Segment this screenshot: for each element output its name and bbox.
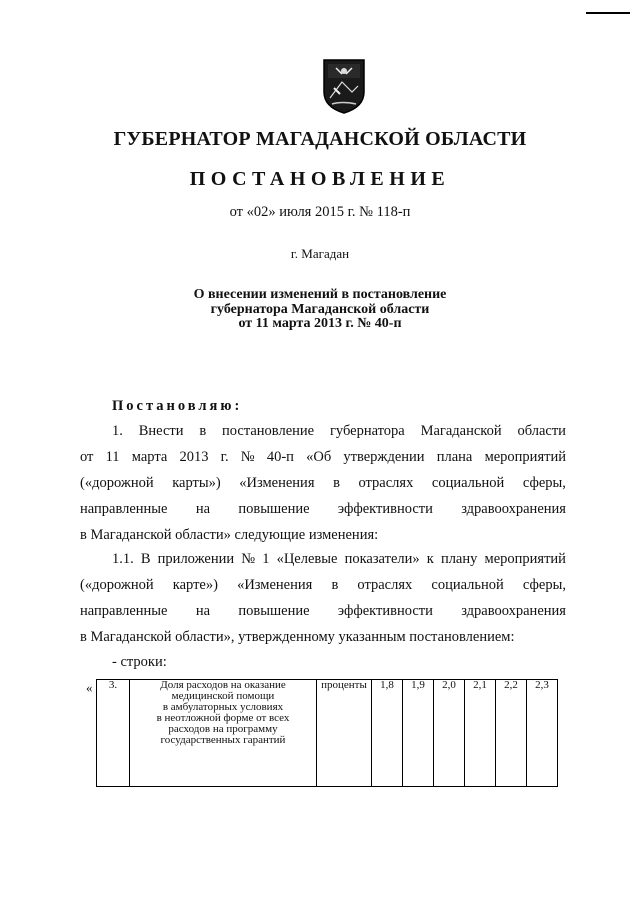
paragraph-1 (80, 418, 566, 548)
paragraph-line (80, 546, 566, 572)
word: повышение (238, 501, 310, 517)
indicator-name-line: расходов на программу (168, 723, 278, 735)
corner-mark (586, 12, 630, 14)
word: области (517, 423, 566, 439)
word: «Изменения (237, 577, 313, 593)
word: «Об (306, 449, 332, 465)
paragraph-line (80, 418, 566, 444)
value-cell: 1,8 (372, 680, 403, 787)
word: г. (220, 449, 229, 465)
word: социальной (431, 577, 504, 593)
word: плану (440, 551, 478, 567)
value-cell: 2,1 (465, 680, 496, 787)
word: В (140, 551, 151, 567)
word: плана (436, 449, 473, 465)
document-city: г. Магадан (290, 246, 350, 261)
word: в (333, 475, 340, 491)
word: карты») (172, 475, 221, 491)
paragraph-line (80, 598, 566, 624)
value-cell: 2,3 (527, 680, 558, 787)
value-cell: 2,2 (496, 680, 527, 787)
paragraph-1-1 (80, 546, 566, 650)
word: Внести (138, 423, 184, 439)
unit-cell: проценты (317, 680, 372, 787)
subject-line: О внесении изменений в постановление (193, 287, 447, 302)
value-cell: 2,0 (434, 680, 465, 787)
word: утверждении (343, 449, 425, 465)
paragraph-line (80, 572, 566, 598)
word: 1. (112, 423, 123, 439)
word: в Магаданской области» следующие изменения: (80, 527, 379, 543)
word: № (240, 449, 255, 465)
word: № (241, 551, 256, 567)
word: 11 (105, 449, 120, 465)
word: показатели» (344, 551, 420, 567)
document-date-number: от «02» июля 2015 г. № 118-п (229, 204, 411, 220)
word: 1.1. (112, 551, 134, 567)
word: в (199, 423, 207, 439)
word: сферы, (522, 577, 566, 593)
word: карте») (172, 577, 218, 593)
indicator-name-line: государственных гарантий (160, 734, 286, 746)
word: постановление (222, 423, 315, 439)
indicator-name-line: в амбулаторных условиях (162, 701, 284, 713)
word: губернатора (329, 423, 405, 439)
word: («дорожной (80, 577, 154, 593)
word: («дорожной (80, 475, 154, 491)
indicator-name-line: Доля расходов на оказание (160, 679, 286, 691)
word: на (195, 603, 211, 619)
paragraph-line (80, 624, 566, 650)
word: «Изменения (239, 475, 315, 491)
word: 1 (262, 551, 270, 567)
subject-line: от 11 марта 2013 г. № 40-п (238, 316, 402, 331)
word: «Целевые (276, 551, 338, 567)
indicator-name-line: медицинской помощи (171, 690, 275, 702)
word: 2013 (179, 449, 209, 465)
indicator-name-cell (130, 680, 317, 787)
value-cell: 1,9 (403, 680, 434, 787)
word: мероприятий (484, 449, 566, 465)
word: приложении (157, 551, 235, 567)
word: отраслях (357, 577, 413, 593)
word: 40-п (266, 449, 294, 465)
word: от (80, 449, 94, 465)
word: на (195, 501, 211, 517)
paragraph-line (80, 496, 566, 522)
word: социальной (431, 475, 505, 491)
indicator-name-line: в неотложной форме от всех (156, 712, 290, 724)
word: в (331, 577, 339, 593)
issuer-title: ГУБЕРНАТОР МАГАДАНСКОЙ ОБЛАСТИ (113, 128, 527, 150)
word: в Магаданской области», утвержденному указанным постановлением: (80, 629, 515, 645)
word: эффективности (337, 603, 433, 619)
table-row (97, 680, 558, 787)
subject-line: губернатора Магаданской области (210, 301, 430, 317)
word: к (426, 551, 434, 567)
word: отраслях (358, 475, 414, 491)
word: здравоохранения (461, 501, 566, 517)
word: направленные (80, 603, 168, 619)
paragraph-line (80, 470, 566, 496)
rows-label: - строки: (112, 654, 167, 670)
paragraph-line (80, 522, 566, 548)
word: Магаданской (420, 423, 502, 439)
paragraph-line (80, 444, 566, 470)
document-type-title: ПОСТАНОВЛЕНИЕ (189, 168, 451, 190)
word: сферы, (522, 475, 566, 491)
word: направленные (80, 501, 168, 517)
magadan-region-coat-of-arms-icon (322, 58, 366, 114)
word: здравоохранения (461, 603, 566, 619)
open-quote-mark: « (86, 680, 93, 695)
word: эффективности (337, 501, 433, 517)
resolution-keyword: Постановляю: (112, 398, 243, 414)
document-subject (120, 288, 520, 332)
target-indicators-table (96, 679, 558, 787)
word: мероприятий (484, 551, 566, 567)
row-number-cell: 3. (97, 680, 130, 787)
word: повышение (238, 603, 310, 619)
word: марта (131, 449, 168, 465)
